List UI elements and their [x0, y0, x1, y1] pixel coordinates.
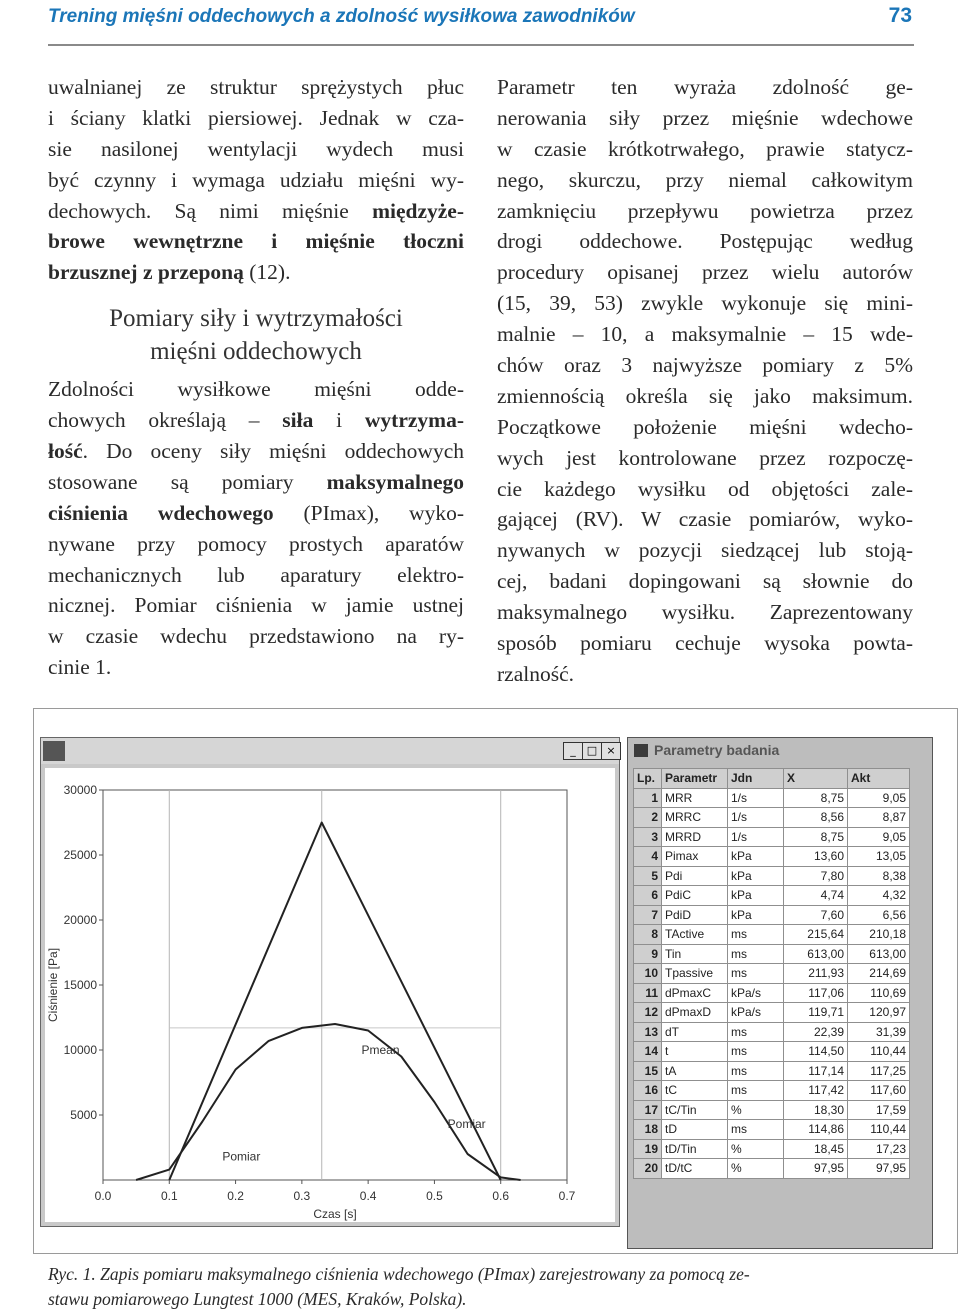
table-cell: TActive — [662, 925, 728, 945]
text-line: w czasie krótkotrwałego, prawie statycz- — [497, 136, 913, 161]
chart-annotation: Pomiar — [447, 1117, 486, 1131]
y-tick-label: 20000 — [63, 913, 97, 927]
x-tick-label: 0.1 — [160, 1189, 178, 1203]
table-cell: 97,95 — [784, 1159, 848, 1179]
table-cell: 18 — [634, 1120, 662, 1140]
table-cell: dPmaxC — [662, 983, 728, 1003]
chart-window-titlebar[interactable] — [41, 738, 619, 764]
table-cell: tD/Tin — [662, 1139, 728, 1159]
table-cell: 17 — [634, 1100, 662, 1120]
table-cell: 110,69 — [848, 983, 910, 1003]
table-cell: tD — [662, 1120, 728, 1140]
y-tick-label: 10000 — [63, 1043, 97, 1057]
table-cell: 7,60 — [784, 905, 848, 925]
table-cell: kPa/s — [728, 983, 784, 1003]
text-line: gającej (RV). W czasie pomiarów, wyko- — [497, 507, 913, 532]
parameters-window-titlebar[interactable] — [628, 738, 932, 764]
text-line: Parametr ten wyraża zdolność ge- — [497, 75, 913, 99]
table-cell: Tin — [662, 944, 728, 964]
text-line: dechowych. Są nimi mięśnie międzyże- — [48, 198, 464, 223]
left-column — [48, 72, 464, 683]
table-cell: ms — [728, 1042, 784, 1062]
y-tick-label: 5000 — [70, 1108, 97, 1122]
page-number: 73 — [888, 4, 912, 27]
table-row[interactable] — [634, 1022, 910, 1042]
table-row[interactable] — [634, 1042, 910, 1062]
minimize-button[interactable]: _ — [563, 742, 583, 760]
window-bottom-bar — [628, 1232, 932, 1248]
table-row[interactable] — [634, 866, 910, 886]
column-header[interactable]: Jdn — [728, 769, 784, 789]
table-cell: 117,60 — [848, 1081, 910, 1101]
text-line: brzusznej z przeponą (12). — [48, 260, 291, 285]
table-cell: 8,75 — [784, 827, 848, 847]
text-line: Początkowe położenie mięśni wdecho- — [497, 414, 913, 439]
table-cell: 8,38 — [848, 866, 910, 886]
text-line: łość. Do oceny siły mięśni oddechowych — [48, 439, 464, 464]
table-cell: 13,60 — [784, 847, 848, 867]
table-row[interactable] — [634, 827, 910, 847]
table-cell: 1/s — [728, 788, 784, 808]
table-cell: 15 — [634, 1061, 662, 1081]
table-row[interactable] — [634, 1139, 910, 1159]
table-cell: 3 — [634, 827, 662, 847]
text-line: procedury opisanej przez wielu autorów — [497, 260, 913, 285]
column-header[interactable]: Akt — [848, 769, 910, 789]
table-cell: 7,80 — [784, 866, 848, 886]
table-cell: dT — [662, 1022, 728, 1042]
table-cell: ms — [728, 1022, 784, 1042]
table-cell: 110,44 — [848, 1042, 910, 1062]
text-line: być czynny i wymaga udziału mięśni wy- — [48, 167, 464, 192]
text-line: cinie 1. — [48, 655, 112, 680]
table-row[interactable] — [634, 964, 910, 984]
text-line: (15, 39, 53) zwykle wykonuje się mini- — [497, 291, 913, 316]
table-cell: 22,39 — [784, 1022, 848, 1042]
table-cell: 97,95 — [848, 1159, 910, 1179]
text-line: cie każdego wysiłku od objętości zale- — [497, 476, 913, 501]
text-line: drogi oddechowe. Postępując według — [497, 229, 913, 254]
table-cell: 9 — [634, 944, 662, 964]
text-line: uwalnianej ze struktur sprężystych płuc — [48, 75, 464, 99]
table-row[interactable] — [634, 1003, 910, 1023]
table-row[interactable] — [634, 788, 910, 808]
text-line: nerowania siły przez mięśnie wdechowe — [497, 105, 913, 130]
table-cell: 6 — [634, 886, 662, 906]
table-cell: tA — [662, 1061, 728, 1081]
table-cell: 17,59 — [848, 1100, 910, 1120]
text-line: sie nasilonej wentylacji wydech musi — [48, 136, 464, 161]
x-tick-label: 0.2 — [227, 1189, 244, 1203]
table-row[interactable] — [634, 944, 910, 964]
table-cell: tC/Tin — [662, 1100, 728, 1120]
table-row[interactable] — [634, 925, 910, 945]
table-cell: 13,05 — [848, 847, 910, 867]
table-row[interactable] — [634, 1081, 910, 1101]
table-row[interactable] — [634, 1120, 910, 1140]
table-cell: % — [728, 1159, 784, 1179]
table-cell: PdiD — [662, 905, 728, 925]
table-cell: ms — [728, 1120, 784, 1140]
table-cell: 117,25 — [848, 1061, 910, 1081]
table-cell: 5 — [634, 866, 662, 886]
table-cell: Pimax — [662, 847, 728, 867]
text-line: maksymalnego wysiłku. Zaprezentowany — [497, 600, 913, 625]
table-cell: % — [728, 1139, 784, 1159]
table-cell: 10 — [634, 964, 662, 984]
table-cell: MRRD — [662, 827, 728, 847]
table-cell: 9,05 — [848, 827, 910, 847]
table-row[interactable] — [634, 886, 910, 906]
table-cell: kPa — [728, 866, 784, 886]
x-axis-label: Czas [s] — [313, 1207, 357, 1221]
table-cell: 211,93 — [784, 964, 848, 984]
table-cell: 1/s — [728, 808, 784, 828]
table-row[interactable] — [634, 1159, 910, 1179]
table-cell: tC — [662, 1081, 728, 1101]
text-line: chowych określają – siła i wytrzyma- — [48, 408, 464, 433]
table-cell: 117,14 — [784, 1061, 848, 1081]
maximize-button[interactable]: □ — [582, 742, 602, 760]
y-tick-label: 15000 — [63, 978, 97, 992]
text-line: rzalność. — [497, 661, 575, 686]
x-tick-label: 0.5 — [426, 1189, 443, 1203]
table-cell: 117,06 — [784, 983, 848, 1003]
table-cell: 13 — [634, 1022, 662, 1042]
table-cell: 6,56 — [848, 905, 910, 925]
running-header — [48, 0, 914, 46]
chart-annotation: Pomiar — [222, 1149, 261, 1164]
pressure-chart — [45, 768, 615, 1222]
table-cell: 11 — [634, 983, 662, 1003]
window-icon — [634, 744, 648, 757]
column-header[interactable]: X — [784, 769, 848, 789]
table-cell: 16 — [634, 1081, 662, 1101]
table-cell: 8,87 — [848, 808, 910, 828]
text-line: cej, badani dopingowani są słownie do — [497, 569, 913, 594]
table-cell: 7 — [634, 905, 662, 925]
table-cell: 214,69 — [848, 964, 910, 984]
text-line: stosowane są pomiary maksymalnego — [48, 469, 464, 494]
table-row[interactable] — [634, 847, 910, 867]
table-cell: 8,56 — [784, 808, 848, 828]
y-tick-label: 25000 — [63, 848, 97, 862]
x-tick-label: 0.4 — [359, 1189, 377, 1203]
table-cell: 117,42 — [784, 1081, 848, 1101]
table-cell: 8 — [634, 925, 662, 945]
text-line: zmiennością określa się jako maksimum. — [497, 383, 913, 408]
table-cell: 18,30 — [784, 1100, 848, 1120]
table-cell: 613,00 — [848, 944, 910, 964]
plot-area — [45, 768, 615, 1222]
text-line: chów oraz 3 najwyższe pomiary z 5% — [497, 353, 913, 378]
table-row[interactable] — [634, 905, 910, 925]
table-cell: tD/tC — [662, 1159, 728, 1179]
text-line: nicznej. Pomiar ciśnienia w jamie ustnej — [48, 593, 464, 618]
text-line: wych jest kontrolowane przez rozpoczę- — [497, 445, 913, 470]
table-row[interactable] — [634, 1061, 910, 1081]
running-title: Trening mięśni oddechowych a zdolność wysiłkowa zawodników — [48, 6, 635, 27]
table-cell: 613,00 — [784, 944, 848, 964]
table-cell: 19 — [634, 1139, 662, 1159]
right-column — [497, 72, 913, 690]
table-cell: 119,71 — [784, 1003, 848, 1023]
parameters-window-title: Parametry badania — [654, 742, 780, 758]
section-heading: Pomiary siły i wytrzymałości mięśni oddechowych — [109, 305, 403, 366]
text-line: zamknięciu przepływu powietrza przez — [497, 198, 913, 223]
table-cell: 17,23 — [848, 1139, 910, 1159]
text-line: browe wewnętrzne i mięśnie tłoczni — [48, 229, 464, 254]
text-line: sposób pomiaru cechuje wysoka powta- — [497, 631, 913, 656]
table-cell: MRR — [662, 788, 728, 808]
table-cell: 110,44 — [848, 1120, 910, 1140]
table-cell: 12 — [634, 1003, 662, 1023]
text-line: nywane przy pomocy prostych aparatów — [48, 531, 464, 556]
column-header[interactable]: Parametr — [662, 769, 728, 789]
text-line: mechanicznych lub aparatury elektro- — [48, 562, 464, 587]
table-cell: 4 — [634, 847, 662, 867]
table-cell: 18,45 — [784, 1139, 848, 1159]
parameters-table — [633, 768, 910, 1179]
table-cell: 2 — [634, 808, 662, 828]
x-tick-label: 0.6 — [492, 1189, 510, 1203]
parameters-window[interactable] — [627, 737, 933, 1249]
window-menu-icon[interactable] — [43, 741, 65, 761]
text-line: ciśnienia wdechowego (PImax), wyko- — [48, 500, 464, 525]
y-axis-label: Ciśnienie [Pa] — [46, 947, 60, 1023]
y-tick-label: 30000 — [63, 783, 97, 797]
table-cell: 4,32 — [848, 886, 910, 906]
table-cell: 1 — [634, 788, 662, 808]
x-tick-label: 0.7 — [558, 1189, 576, 1203]
table-cell: ms — [728, 1061, 784, 1081]
table-cell: kPa/s — [728, 1003, 784, 1023]
table-cell: ms — [728, 1081, 784, 1101]
table-cell: 114,50 — [784, 1042, 848, 1062]
table-cell: 4,74 — [784, 886, 848, 906]
table-cell: Pdi — [662, 866, 728, 886]
text-line: malnie – 10, a maksymalnie – 15 wde- — [497, 322, 913, 347]
table-cell: 210,18 — [848, 925, 910, 945]
table-cell: kPa — [728, 886, 784, 906]
table-cell: ms — [728, 925, 784, 945]
table-cell: kPa — [728, 905, 784, 925]
chart-annotation: Pmean — [361, 1042, 400, 1057]
x-tick-label: 0.3 — [293, 1189, 311, 1203]
table-cell: PdiC — [662, 886, 728, 906]
table-cell: 9,05 — [848, 788, 910, 808]
table-cell: kPa — [728, 847, 784, 867]
column-header[interactable]: Lp. — [634, 769, 662, 789]
table-row[interactable] — [634, 983, 910, 1003]
text-line: nywanych w pozycji siedzącej lub stoją- — [497, 538, 913, 563]
table-row[interactable] — [634, 1100, 910, 1120]
x-tick-label: 0.0 — [94, 1189, 112, 1203]
table-cell: 1/s — [728, 827, 784, 847]
figure-caption: Ryc. 1. Zapis pomiaru maksymalnego ciśnienia wdechowego (PImax) zarejestrowany za pomocą ze- stawu pomiarowego Lungtest 1000 (MES, Kraków, Polska). — [48, 1264, 750, 1309]
text-line: w czasie wdechu przedstawiono na ry- — [48, 624, 464, 649]
table-cell: 215,64 — [784, 925, 848, 945]
table-row[interactable] — [634, 808, 910, 828]
table-cell: t — [662, 1042, 728, 1062]
table-cell: dPmaxD — [662, 1003, 728, 1023]
text-line: Zdolności wysiłkowe mięśni odde- — [48, 377, 464, 402]
table-cell: 120,97 — [848, 1003, 910, 1023]
chart-window[interactable] — [40, 737, 620, 1227]
table-cell: Tpassive — [662, 964, 728, 984]
table-cell: % — [728, 1100, 784, 1120]
table-cell: ms — [728, 964, 784, 984]
table-cell: 8,75 — [784, 788, 848, 808]
table-cell: ms — [728, 944, 784, 964]
table-cell: 31,39 — [848, 1022, 910, 1042]
text-line: nego, skurczu, przy niemal całkowitym — [497, 167, 913, 192]
table-cell: MRRC — [662, 808, 728, 828]
table-header-row — [634, 769, 910, 789]
text-line: i ściany klatki piersiowej. Jednak w cza- — [48, 105, 464, 130]
table-cell: 20 — [634, 1159, 662, 1179]
table-cell: 114,86 — [784, 1120, 848, 1140]
close-button[interactable]: × — [601, 742, 621, 760]
table-cell: 14 — [634, 1042, 662, 1062]
